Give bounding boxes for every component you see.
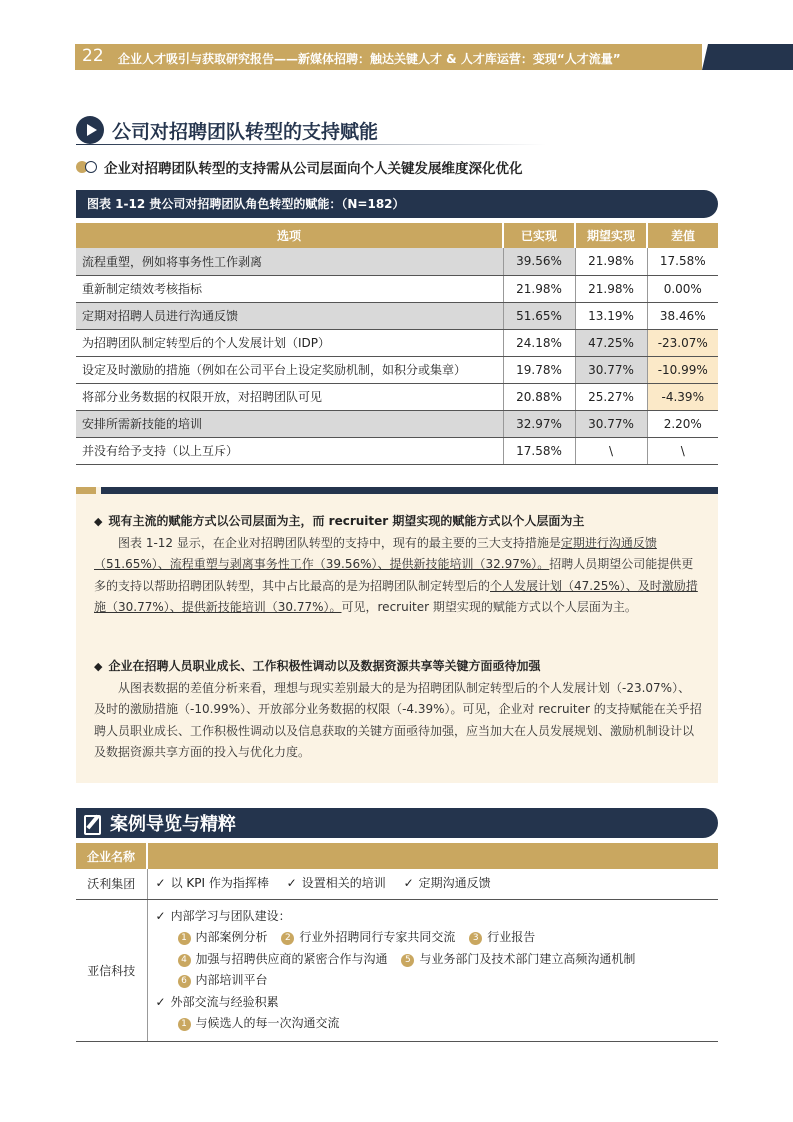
number-badge: 1 — [178, 1018, 191, 1031]
header-title: 企业人才吸引与获取研究报告——新媒体招聘：触达关键人才 & 人才库运营：变现“人才流量” — [118, 52, 621, 66]
col-header-details — [147, 843, 718, 869]
cell-option: 将部分业务数据的权限开放，对招聘团队可见 — [76, 383, 503, 410]
cell-achieved: 32.97% — [503, 410, 575, 437]
item-text: 行业外招聘同行专家共同交流 — [299, 930, 456, 944]
cell-expected: 21.98% — [575, 248, 647, 275]
analysis-bar-gold — [76, 487, 96, 494]
cell-expected: 21.98% — [575, 275, 647, 302]
item-text: 行业报告 — [487, 930, 536, 944]
table-row — [76, 410, 718, 437]
toggle-icon — [76, 161, 98, 173]
analysis-block-1 — [94, 511, 702, 619]
item-text: 与业务部门及技术部门建立高频沟通机制 — [419, 951, 636, 966]
item-text: 内部培训平台 — [195, 973, 268, 987]
analysis-paragraph-2: 从图表数据的差值分析来看，理想与现实差别最大的是为招聘团队制定转型后的个人发展计划（-23.07%）、及时的激励措施（-10.99%）、开放部分业务数据的权限（-4.39%）。可见，企业对 recruiter 的支持赋能在关乎招聘人员职业成长、工作积极性调动以及信息获取的关键方面亟待加强，应当加大在人员发展规划、激励机制设计以及数据资源共享方面的投入与优化力度。 — [94, 680, 702, 759]
section-title — [76, 115, 536, 145]
case-row-walley — [76, 869, 718, 899]
case-item: ✓ 设置相关的培训 — [287, 876, 386, 890]
empowerment-table — [76, 223, 718, 465]
cell-option: 定期对招聘人员进行沟通反馈 — [76, 302, 503, 329]
company-name: 亚信科技 — [76, 899, 147, 1041]
cell-expected: 30.77% — [575, 410, 647, 437]
analysis-text: 图表 1-12 显示，在企业对招聘团队转型的支持中，现有的最主要的三大支持措施是 — [118, 535, 561, 550]
numbered-item — [281, 930, 465, 944]
number-badge: 2 — [281, 932, 294, 945]
analysis-paragraph-1 — [94, 533, 702, 619]
numbered-item — [178, 973, 268, 987]
numbered-item — [178, 930, 278, 944]
cell-expected: 25.27% — [575, 383, 647, 410]
edit-icon — [82, 812, 104, 834]
number-badge: 3 — [469, 932, 482, 945]
col-header-diff: 差值 — [647, 223, 718, 248]
cell-diff: -23.07% — [647, 329, 718, 356]
number-badge: 5 — [401, 954, 414, 967]
table-header-row — [76, 223, 718, 248]
cell-achieved: 51.65% — [503, 302, 575, 329]
table-row — [76, 356, 718, 383]
table-row — [76, 275, 718, 302]
col-header-expected: 期望实现 — [575, 223, 647, 248]
analysis-underline: 定期进行沟通反馈（51.65%）、流程重塑与剥离事务性工作（39.56%）、提供新技能培训（32.97%）。 — [94, 535, 657, 571]
item-text: 与候选人的每一次沟通交流 — [195, 1016, 340, 1030]
cell-achieved: 19.78% — [503, 356, 575, 383]
case-row-asiainfo — [76, 899, 718, 1041]
numbered-item — [178, 952, 398, 966]
table-row — [76, 248, 718, 275]
analysis-block-2 — [94, 656, 702, 764]
section-divider — [76, 144, 546, 145]
case-section-title-text: 案例导览与精粹 — [110, 814, 236, 835]
cell-achieved: 20.88% — [503, 383, 575, 410]
table-row — [76, 383, 718, 410]
analysis-text: 招聘人员期望公司能提供更多的支持以帮助招聘团队转型，其中占比最高的是为招聘团队制定转型后的 — [94, 557, 694, 593]
case-item: ✓ 以 KPI 作为指挥棒 — [156, 876, 269, 890]
cell-achieved: 21.98% — [503, 275, 575, 302]
cell-expected: \ — [575, 437, 647, 464]
analysis-heading-2: ◆ 企业在招聘人员职业成长、工作积极性调动以及数据资源共享等关键方面亟待加强 — [94, 656, 702, 678]
analysis-text: 可见，recruiter 期望实现的赋能方式以个人层面为主。 — [341, 600, 637, 614]
item-text: 内部案例分析 — [195, 930, 268, 944]
cell-diff: 2.20% — [647, 410, 718, 437]
cell-expected: 30.77% — [575, 356, 647, 383]
col-header-company: 企业名称 — [76, 843, 147, 869]
case-header-row — [76, 843, 718, 869]
numbered-item — [469, 930, 535, 944]
number-badge: 4 — [178, 954, 191, 967]
cell-achieved: 17.58% — [503, 437, 575, 464]
col-header-achieved: 已实现 — [503, 223, 575, 248]
company-name: 沃利集团 — [76, 869, 147, 899]
section-subtitle — [76, 157, 523, 177]
case-item: ✓ 定期沟通反馈 — [404, 876, 491, 890]
table-row — [76, 437, 718, 464]
case-sublist — [156, 1013, 711, 1035]
cell-achieved: 39.56% — [503, 248, 575, 275]
cell-option: 安排所需新技能的培训 — [76, 410, 503, 437]
section-title-text: 公司对招聘团队转型的支持赋能 — [112, 120, 379, 143]
number-badge: 1 — [178, 932, 191, 945]
cell-option: 并没有给予支持（以上互斥） — [76, 437, 503, 464]
cell-diff: -10.99% — [647, 356, 718, 383]
case-table — [76, 843, 718, 1042]
cell-diff: 0.00% — [647, 275, 718, 302]
cell-option: 流程重塑，例如将事务性工作剥离 — [76, 248, 503, 275]
header-accent — [702, 44, 793, 70]
numbered-item — [401, 952, 635, 966]
analysis-underline: 个人发展计划（47.25%）、及时激励措施（30.77%）、提供新技能培训（30.77%）。 — [94, 578, 698, 614]
numbered-item — [178, 1016, 340, 1030]
play-icon — [76, 116, 104, 144]
page-number: 22 — [82, 46, 104, 66]
case-sublist — [156, 927, 711, 949]
case-sublist — [156, 949, 711, 971]
case-subhead: ✓ 外部交流与经验积累 — [156, 992, 711, 1014]
cell-achieved: 24.18% — [503, 329, 575, 356]
analysis-bar-navy — [101, 487, 718, 494]
table-caption: 图表 1-12 贵公司对招聘团队角色转型的赋能：（N=182） — [76, 190, 718, 218]
cell-diff: 38.46% — [647, 302, 718, 329]
table-row — [76, 302, 718, 329]
case-details — [147, 899, 718, 1041]
table-row — [76, 329, 718, 356]
case-subhead: ✓ 内部学习与团队建设： — [156, 906, 711, 928]
case-sublist — [156, 970, 711, 992]
cell-option: 为招聘团队制定转型后的个人发展计划（IDP） — [76, 329, 503, 356]
section-subtitle-text: 企业对招聘团队转型的支持需从公司层面向个人关键发展维度深化优化 — [104, 161, 523, 177]
analysis-box — [76, 487, 718, 783]
cell-diff: 17.58% — [647, 248, 718, 275]
case-details — [147, 869, 718, 899]
cell-expected: 13.19% — [575, 302, 647, 329]
case-section-title — [76, 808, 718, 838]
item-text: 加强与招聘供应商的紧密合作与沟通 — [195, 951, 388, 966]
analysis-heading-1: ◆ 现有主流的赋能方式以公司层面为主，而 recruiter 期望实现的赋能方式以个人层面为主 — [94, 511, 702, 533]
cell-diff: -4.39% — [647, 383, 718, 410]
cell-diff: \ — [647, 437, 718, 464]
cell-option: 重新制定绩效考核指标 — [76, 275, 503, 302]
number-badge: 6 — [178, 975, 191, 988]
cell-option: 设定及时激励的措施（例如在公司平台上设定奖励机制，如积分或集章） — [76, 356, 503, 383]
col-header-option: 选项 — [76, 223, 503, 248]
cell-expected: 47.25% — [575, 329, 647, 356]
